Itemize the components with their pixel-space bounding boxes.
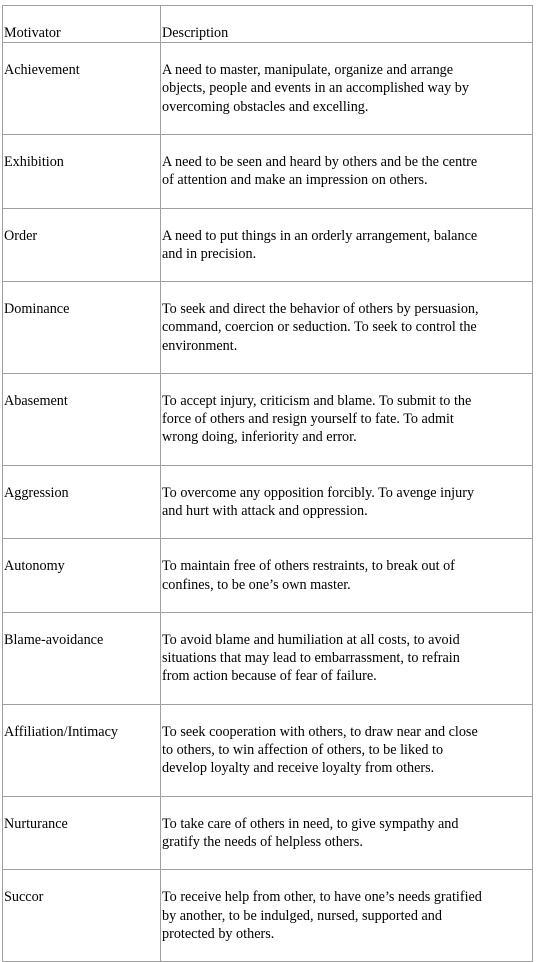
description-line: force of others and resign yourself to fate. To admit [162,411,454,428]
description-line: To seek cooperation with others, to draw near and close [162,723,478,740]
table-row [3,539,533,613]
description-line: of attention and make an impression on others. [162,172,428,189]
description-cell [161,704,533,796]
motivator-cell: Dominance [3,282,161,374]
description-cell [161,870,533,962]
description-line: objects, people and events in an accomplished way by [162,80,469,97]
description-line: protected by others. [162,925,275,942]
header-description: Description [161,6,533,43]
table-row [3,208,533,282]
description-line: To maintain free of others restraints, to break out of [162,558,455,575]
table-row [3,282,533,374]
description-cell [161,465,533,539]
motivators-table [2,5,533,962]
table-row [3,704,533,796]
motivator-cell: Abasement [3,374,161,466]
description-line: and hurt with attack and oppression. [162,503,368,520]
description-line: To receive help from other, to have one’s needs gratified [162,889,482,906]
motivator-cell: Achievement [3,43,161,135]
description-line: To overcome any opposition forcibly. To avenge injury [162,484,475,501]
description-line: confines, to be one’s own master. [162,576,351,593]
cell-spacer [162,594,532,612]
description-line: command, coercion or seduction. To seek to control the [162,319,477,336]
table-row [3,613,533,705]
description-line: To avoid blame and humiliation at all costs, to avoid [162,632,460,649]
motivator-cell: Blame-avoidance [3,613,161,705]
description-cell [161,135,533,209]
description-line: overcoming obstacles and excelling. [162,98,369,115]
description-cell [161,613,533,705]
description-line: develop loyalty and receive loyalty from others. [162,760,435,777]
motivator-cell: Autonomy [3,539,161,613]
cell-spacer [162,943,532,961]
description-line: A need to put things in an orderly arrangement, balance [162,227,478,244]
description-cell [161,208,533,282]
description-line: To accept injury, criticism and blame. To submit to the [162,393,472,410]
cell-spacer [162,851,532,869]
cell-spacer [162,778,532,796]
cell-spacer [162,263,532,281]
cell-spacer [162,116,532,134]
description-line: to others, to win affection of others, to be liked to [162,742,444,759]
motivator-cell: Order [3,208,161,282]
table-row [3,374,533,466]
motivator-cell: Affiliation/Intimacy [3,704,161,796]
cell-spacer [162,686,532,704]
cell-spacer [162,520,532,538]
description-line: situations that may lead to embarrassment, to refrain [162,650,460,667]
description-cell [161,282,533,374]
motivator-cell: Succor [3,870,161,962]
motivator-cell: Aggression [3,465,161,539]
description-line: by another, to be indulged, nursed, supported and [162,907,442,924]
description-line: gratify the needs of helpless others. [162,833,363,850]
description-cell [161,374,533,466]
table-body [3,43,533,962]
description-line: To seek and direct the behavior of others by persuasion, [162,301,479,318]
header-motivator: Motivator [3,6,161,43]
description-line: wrong doing, inferiority and error. [162,429,357,446]
table-row [3,870,533,962]
description-cell [161,43,533,135]
motivator-cell: Nurturance [3,796,161,870]
description-line: from action because of fear of failure. [162,668,377,685]
table-row [3,135,533,209]
cell-spacer [162,447,532,465]
description-line: A need to master, manipulate, organize and arrange [162,62,454,79]
description-cell [161,796,533,870]
description-line: environment. [162,337,238,354]
table-row [3,43,533,135]
description-line: To take care of others in need, to give sympathy and [162,815,459,832]
cell-spacer [162,189,532,207]
table-header-row [3,6,533,43]
description-line: A need to be seen and heard by others and be the centre [162,154,478,171]
description-line: and in precision. [162,245,257,262]
cell-spacer [162,355,532,373]
table-row [3,796,533,870]
motivator-cell: Exhibition [3,135,161,209]
table-row [3,465,533,539]
description-cell [161,539,533,613]
